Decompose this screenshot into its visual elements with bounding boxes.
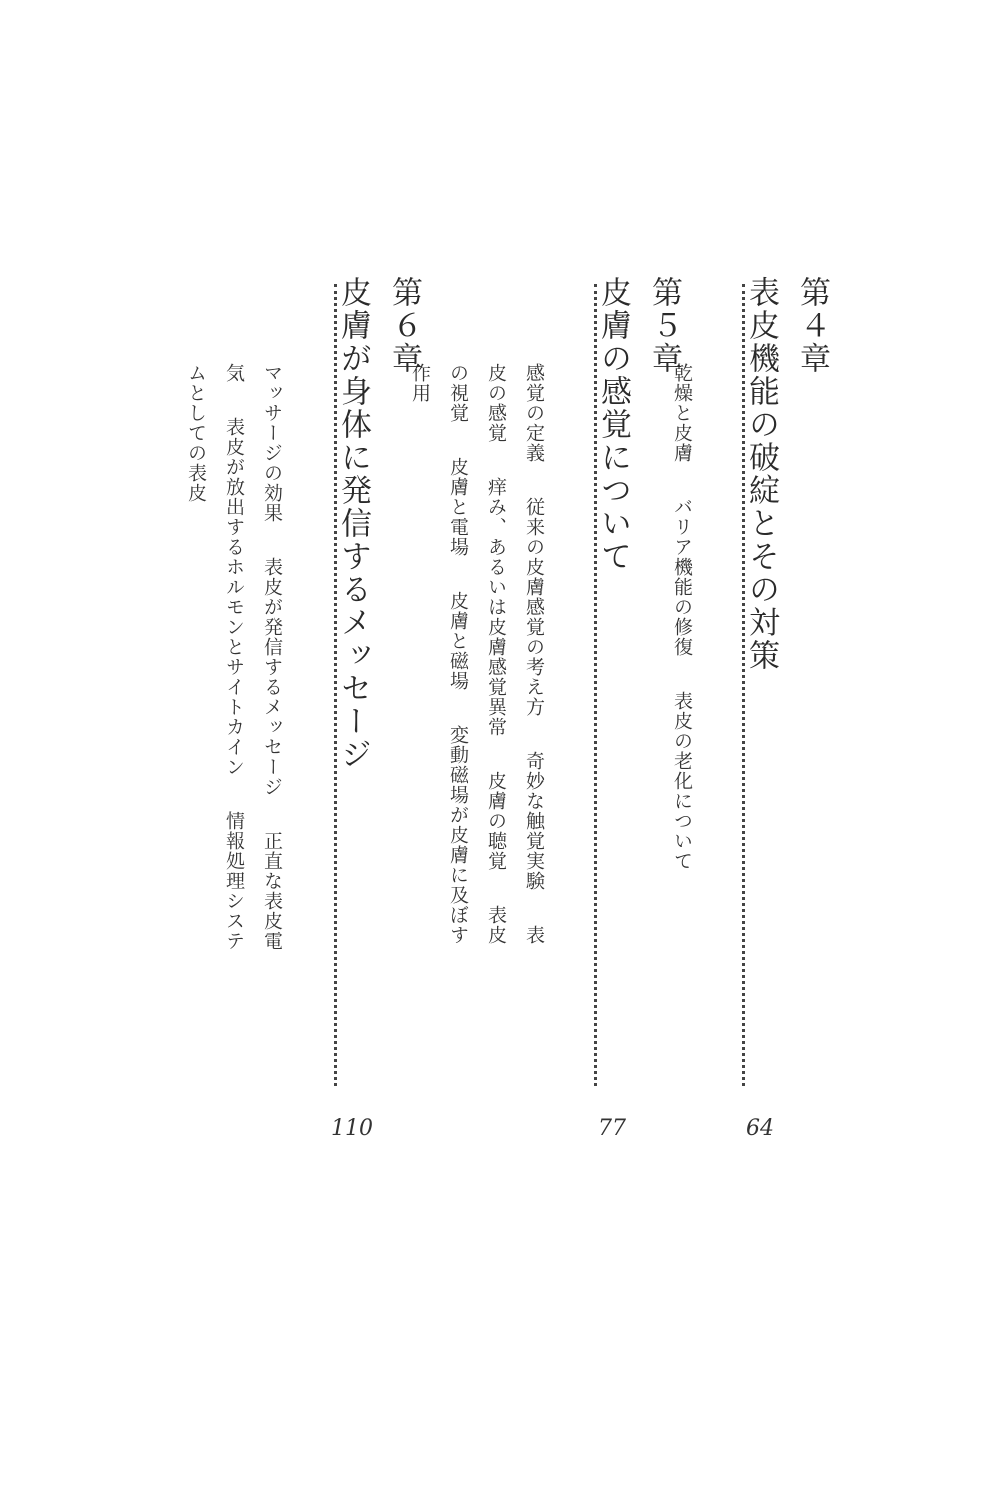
section-fragment: 気 (223, 363, 245, 383)
section-honest-electric: 正直な表皮電 (261, 831, 283, 951)
chapter-4-leader (742, 284, 745, 1086)
section-epidermis-sense: 皮の感覚 (485, 363, 507, 443)
chapter-5-section-line-3 (448, 363, 467, 945)
section-magnetic-field: 皮膚と磁場 (447, 591, 469, 691)
section-definition: 感覚の定義 (523, 363, 545, 463)
section-epidermis-as-system: ムとしての表皮 (185, 363, 207, 503)
chapter-6-number: 第６章 (386, 276, 422, 375)
chapter-5-leader (594, 284, 597, 1086)
chapter-6-title: 皮膚が身体に発信するメッセージ (335, 276, 371, 771)
section-fragment: 表皮 (485, 905, 507, 945)
chapter-5-section-line-2 (486, 363, 505, 945)
chapter-5-title: 皮膚の感覚について (595, 276, 631, 573)
section-barrier-repair: バリア機能の修復 (671, 497, 693, 657)
section-effect: 作用 (409, 363, 431, 403)
section-massage: マッサージの効果 (261, 363, 283, 523)
section-fragment: 表 (523, 925, 545, 945)
section-traditional-view: 従来の皮膚感覚の考え方 (523, 497, 545, 717)
chapter-6-section-line-1 (262, 363, 281, 951)
section-touch-experiment: 奇妙な触覚実験 (523, 751, 545, 891)
section-skin-hearing: 皮膚の聴覚 (485, 771, 507, 871)
chapter-6-section-line-3 (186, 363, 205, 503)
section-epidermis-message: 表皮が発信するメッセージ (261, 557, 283, 797)
chapter-4-title: 表皮機能の破綻とその対策 (743, 276, 779, 672)
chapter-6-page-number: 110 (331, 1116, 373, 1141)
chapter-6-section-line-2 (224, 363, 243, 951)
section-info-system: 情報処理システ (223, 811, 245, 951)
chapter-4-page-number: 64 (746, 1116, 774, 1141)
section-hormones: 表皮が放出するホルモンとサイトカイン (223, 417, 245, 777)
section-vision: の視覚 (447, 363, 469, 423)
chapter-5-number: 第５章 (646, 276, 682, 375)
chapter-4-heading[interactable] (742, 276, 830, 1086)
section-epidermis-aging: 表皮の老化について (671, 691, 693, 871)
chapter-5-page-number: 77 (598, 1116, 626, 1141)
section-dry-skin: 乾燥と皮膚 (671, 363, 693, 463)
section-varying-field: 変動磁場が皮膚に及ぼす (447, 725, 469, 945)
chapter-4-number: 第４章 (794, 276, 830, 375)
chapter-5-section-line-1 (524, 363, 543, 945)
section-itch: 痒み、あるいは皮膚感覚異常 (485, 477, 507, 737)
section-electric-field: 皮膚と電場 (447, 457, 469, 557)
chapter-6-leader (334, 284, 337, 1086)
